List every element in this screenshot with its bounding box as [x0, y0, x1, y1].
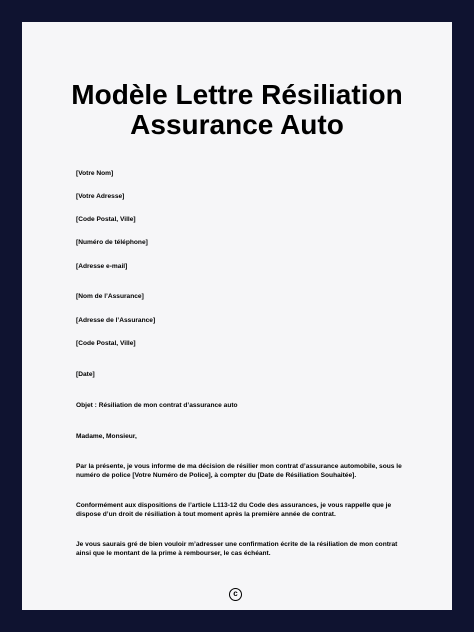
letter-page [22, 22, 452, 610]
title-line-1: Modèle Lettre Résiliation [71, 79, 403, 110]
copyright-icon: c [229, 588, 242, 601]
paragraph-3-line-1: Je vous saurais gré de bien vouloir m’adresser une confirmation écrite de la résiliation de mon contrat [76, 541, 398, 548]
recipient-postal-city: [Code Postal, Ville] [76, 340, 136, 347]
paragraph-2-line-2: dispose d’un droit de résiliation à tout moment après la première année de contrat. [76, 511, 336, 518]
paragraph-1-line-2: numéro de police [Votre Numéro de Police], à compter du [Date de Résiliation Souhaitée]. [76, 472, 357, 479]
sender-address: [Votre Adresse] [76, 193, 125, 200]
recipient-name: [Nom de l’Assurance] [76, 293, 144, 300]
letter-date: [Date] [76, 371, 95, 378]
sender-name: [Votre Nom] [76, 170, 114, 177]
recipient-address: [Adresse de l’Assurance] [76, 317, 156, 324]
paragraph-1-line-1: Par la présente, je vous informe de ma décision de résilier mon contrat d’assurance automobile, sous le [76, 463, 402, 470]
sender-email: [Adresse e-mail] [76, 263, 128, 270]
sender-postal-city: [Code Postal, Ville] [76, 216, 136, 223]
document-title [22, 80, 452, 140]
sender-phone: [Numéro de téléphone] [76, 239, 148, 246]
letter-salutation: Madame, Monsieur, [76, 433, 137, 440]
paragraph-3-line-2: ainsi que le montant de la prime à rembourser, le cas échéant. [76, 550, 271, 557]
paragraph-2-line-1: Conformément aux dispositions de l’article L113-12 du Code des assurances, je vous rappelle que je [76, 502, 392, 509]
letter-subject: Objet : Résiliation de mon contrat d’assurance auto [76, 402, 238, 409]
title-line-2: Assurance Auto [130, 109, 344, 140]
